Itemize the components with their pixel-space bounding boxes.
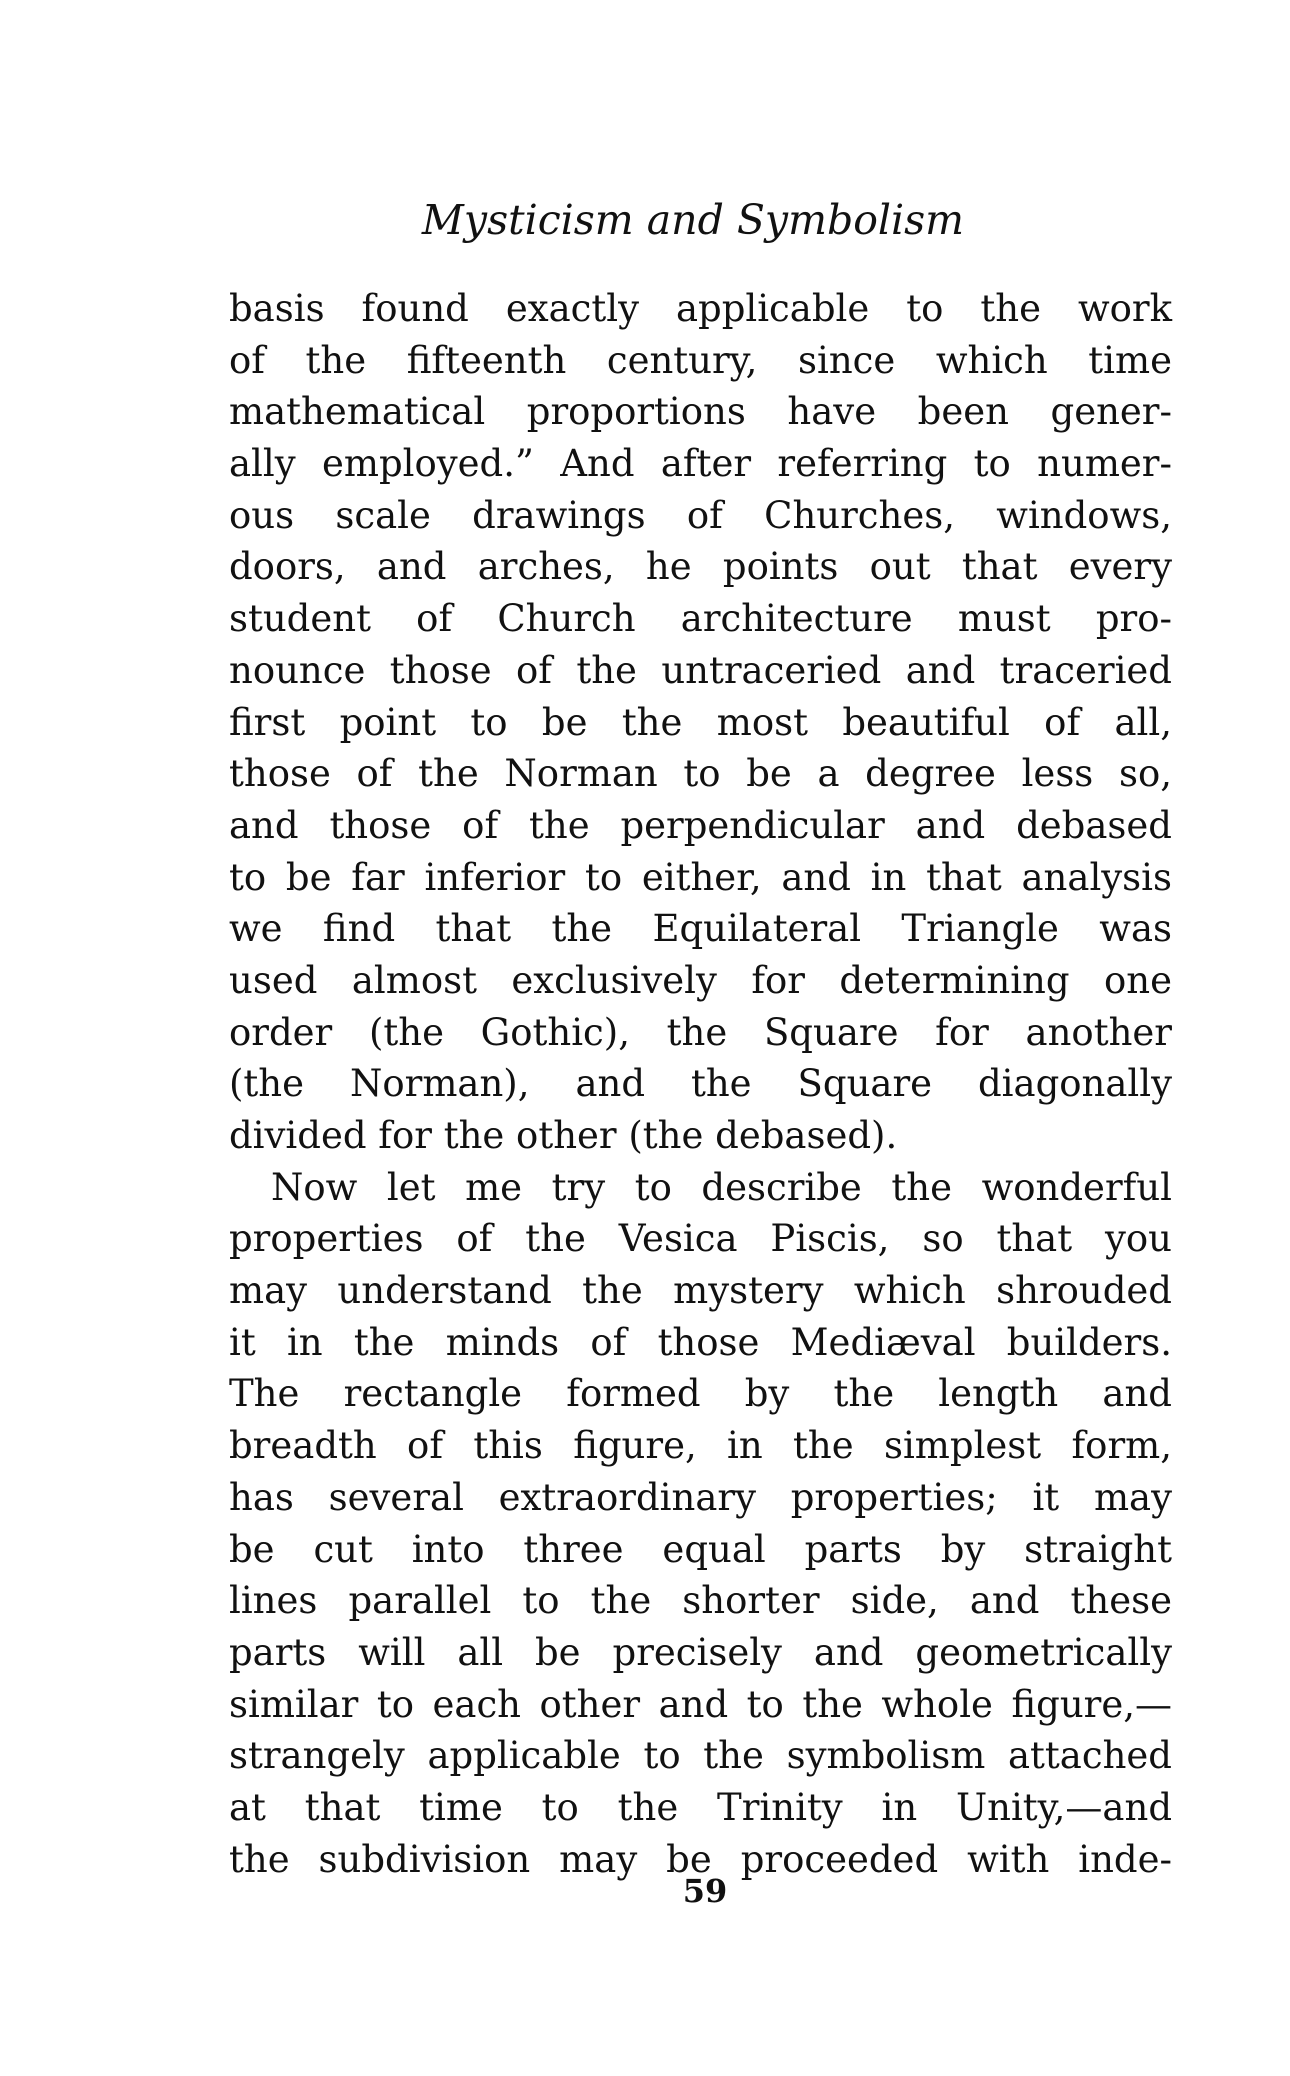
text-line: to be far inferior to either, and in that analysis	[229, 855, 1172, 899]
text-line: strangely applicable to the symbolism attached	[229, 1734, 1172, 1778]
text-line: we find that the Equilateral Triangle was	[229, 907, 1172, 951]
text-line: and those of the perpendicular and debased	[229, 803, 1172, 847]
text-line: it in the minds of those Mediæval builders.	[229, 1320, 1172, 1364]
text-line: at that time to the Trinity in Unity,—and	[229, 1785, 1172, 1829]
text-line: student of Church architecture must pro-	[229, 597, 1172, 641]
text-line: parts will all be precisely and geometrically	[229, 1630, 1172, 1674]
text-line: order (the Gothic), the Square for another	[229, 1010, 1172, 1054]
text-line: doors, and arches, he points out that every	[229, 545, 1172, 589]
text-line: Now let me try to describe the wonderful	[271, 1165, 1172, 1209]
text-line: has several extraordinary properties; it may	[229, 1475, 1172, 1519]
text-line: be cut into three equal parts by straight	[229, 1527, 1172, 1571]
body-text	[229, 283, 1172, 1885]
text-line: ally employed.” And after referring to numer-	[229, 442, 1172, 486]
text-line: nounce those of the untraceried and traceried	[229, 648, 1172, 692]
text-line: lines parallel to the shorter side, and these	[229, 1579, 1172, 1623]
text-line: similar to each other and to the whole figure,—	[229, 1682, 1172, 1726]
text-line: basis found exactly applicable to the work	[229, 287, 1172, 330]
text-line: those of the Norman to be a degree less so,	[229, 752, 1172, 796]
text-line: used almost exclusively for determining one	[229, 958, 1172, 1002]
text-line: ous scale drawings of Churches, windows,	[229, 493, 1172, 537]
text-line: (the Norman), and the Square diagonally	[229, 1062, 1172, 1106]
text-line: breadth of this figure, in the simplest form,	[229, 1424, 1172, 1468]
text-line: of the fifteenth century, since which time	[229, 338, 1172, 382]
text-line: The rectangle formed by the length and	[229, 1372, 1172, 1416]
running-head-title: Mysticism and Symbolism	[421, 196, 965, 244]
text-line: may understand the mystery which shrouded	[229, 1269, 1172, 1313]
text-line: mathematical proportions have been gener-	[229, 390, 1172, 434]
page-number: 59	[682, 1872, 728, 1910]
text-line: the subdivision may be proceeded with inde-	[229, 1837, 1172, 1881]
text-line: first point to be the most beautiful of all,	[229, 700, 1172, 744]
text-line: divided for the other (the debased).	[229, 1114, 898, 1157]
text-line: properties of the Vesica Piscis, so that you	[229, 1217, 1172, 1261]
